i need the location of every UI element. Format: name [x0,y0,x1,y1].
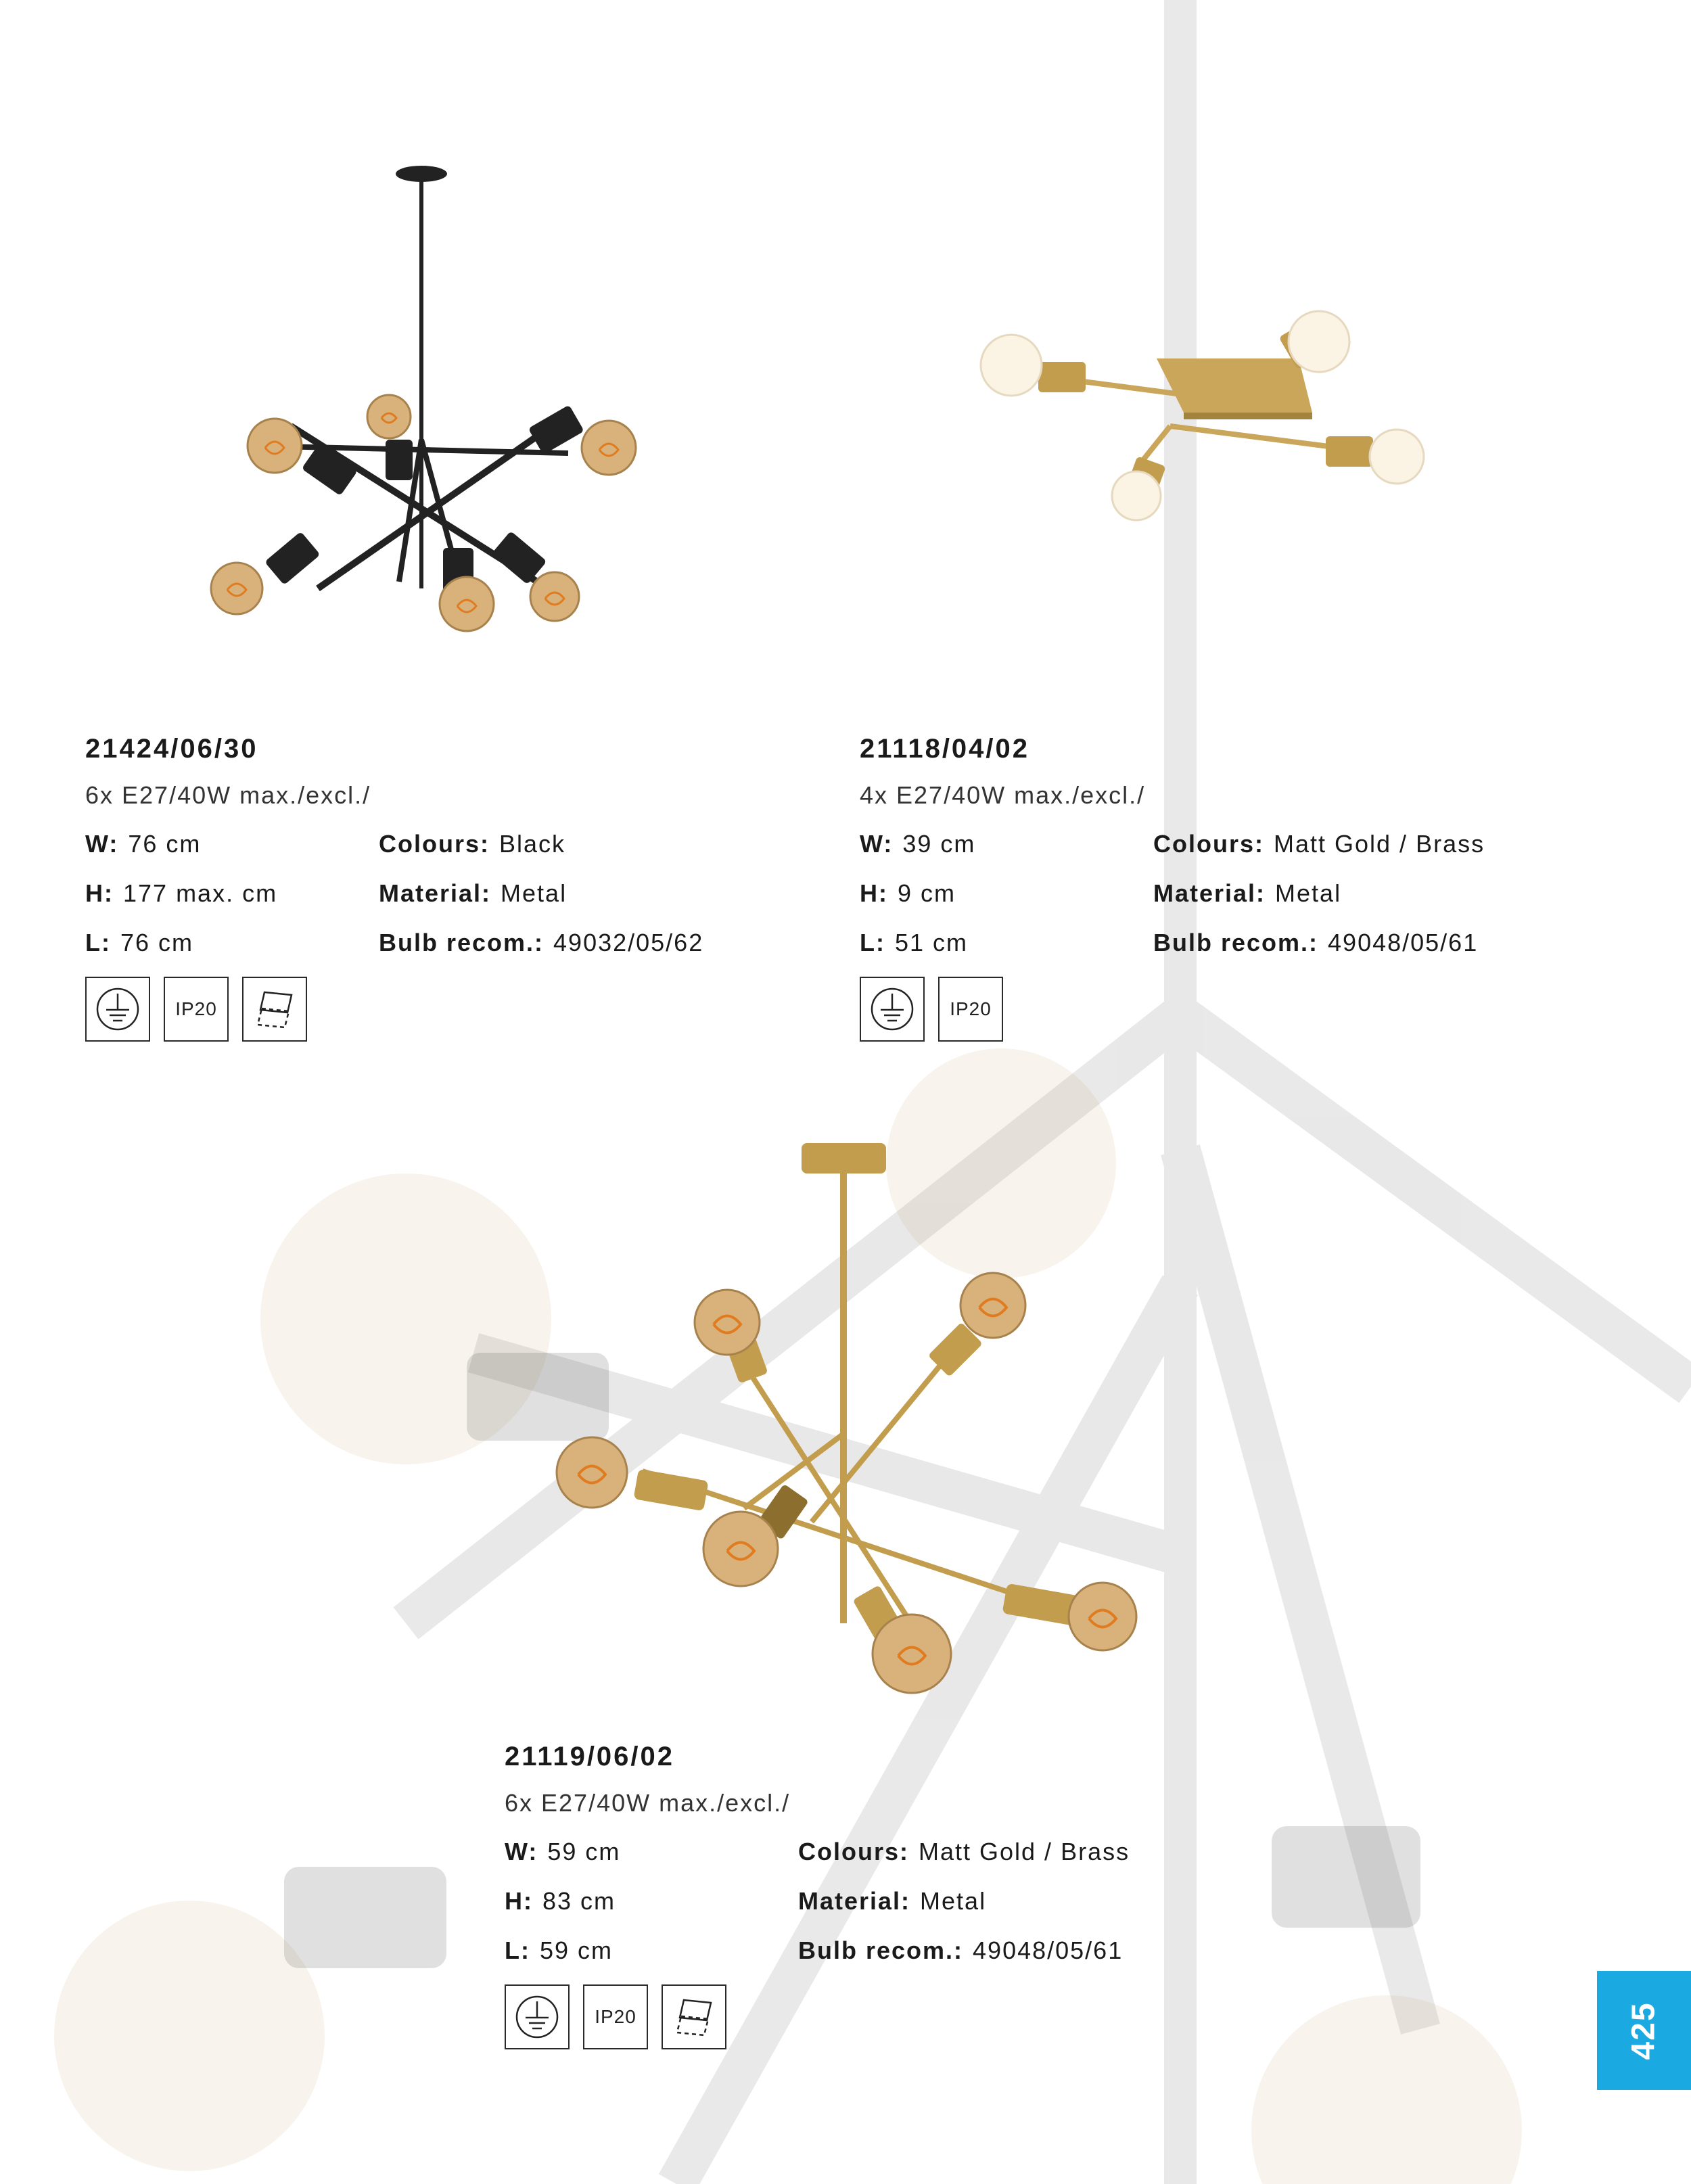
bulb-spec: 4x E27/40W max./excl./ [860,781,1146,809]
certification-icons [85,977,829,1042]
ip20-icon: IP20 [938,977,1003,1042]
spec-grid [505,1827,1249,1975]
product-block-21424 [85,734,829,1042]
adjustable-icon [662,1984,726,2049]
bulb-recom-spec: Bulb recom.: 49048/05/61 [1153,929,1479,956]
product-sku: 21118/04/02 [860,734,1030,764]
material-spec: Material: Metal [379,879,567,907]
product-block-21118 [860,734,1604,1042]
certification-icons [505,1984,1249,2049]
length-spec: L: 51 cm [860,929,969,956]
earth-class-icon [860,977,925,1042]
product-image-black-chandelier [203,156,663,643]
ip20-icon: IP20 [164,977,229,1042]
height-spec: H: 9 cm [860,879,956,907]
product-image-gold-pendant [541,1136,1163,1704]
product-block-21119 [505,1742,1249,2049]
earth-class-icon [505,1984,570,2049]
earth-class-icon [85,977,150,1042]
certification-icons [860,977,1604,1042]
colours-spec: Colours: Black [379,830,566,858]
product-sku: 21424/06/30 [85,734,258,764]
width-spec: W: 76 cm [85,830,202,858]
colours-spec: Colours: Matt Gold / Brass [798,1838,1130,1865]
height-spec: H: 83 cm [505,1887,616,1915]
colours-spec: Colours: Matt Gold / Brass [1153,830,1485,858]
product-sku: 21119/06/02 [505,1742,675,1771]
material-spec: Material: Metal [1153,879,1342,907]
page-number: 425 [1626,2001,1662,2060]
spec-grid [860,819,1604,967]
ip20-icon: IP20 [583,1984,648,2049]
material-spec: Material: Metal [798,1887,987,1915]
width-spec: W: 59 cm [505,1838,621,1865]
length-spec: L: 76 cm [85,929,194,956]
bulb-recom-spec: Bulb recom.: 49032/05/62 [379,929,704,956]
width-spec: W: 39 cm [860,830,976,858]
height-spec: H: 177 max. cm [85,879,278,907]
bulb-recom-spec: Bulb recom.: 49048/05/61 [798,1936,1124,1964]
bulb-spec: 6x E27/40W max./excl./ [505,1789,791,1817]
length-spec: L: 59 cm [505,1936,613,1964]
product-image-brass-ceiling-lamp [960,298,1434,541]
spec-grid [85,819,829,967]
bulb-spec: 6x E27/40W max./excl./ [85,781,371,809]
page-number-tab [1597,1971,1691,2090]
adjustable-icon [242,977,307,1042]
